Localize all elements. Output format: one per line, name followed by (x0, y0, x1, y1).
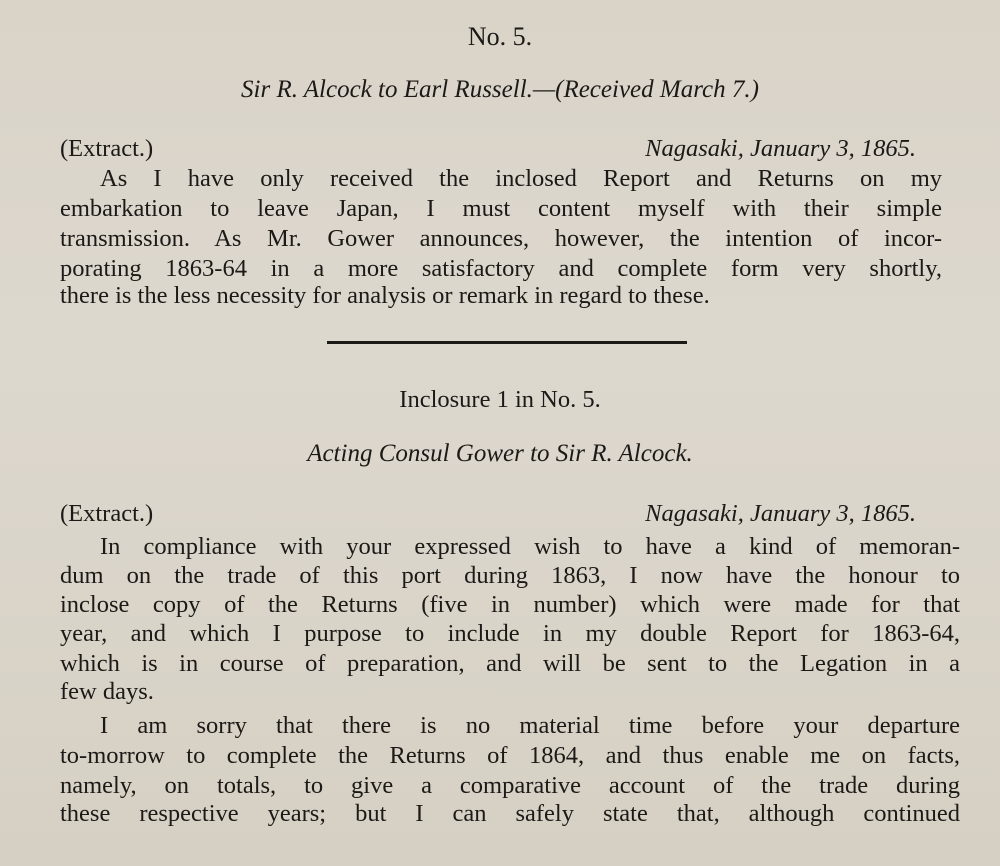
paragraph-line: As I have only received the inclosed Report and Returns on my (100, 165, 942, 192)
paragraph-line: embarkation to leave Japan, I must content myself with their simple (60, 195, 942, 222)
letter-heading: Sir R. Alcock to Earl Russell.—(Received March 7.) (241, 76, 759, 103)
letter-extract-row (60, 135, 960, 163)
paragraph-line: inclose copy of the Returns (five in number) which were made for that (60, 591, 960, 618)
inclosure-extract-row (60, 500, 960, 528)
paragraph-line: namely, on totals, to give a comparative account of the trade during (60, 772, 960, 799)
extract-label: (Extract.) (60, 135, 154, 162)
paragraph-line: porating 1863-64 in a more satisfactory and complete form very shortly, (60, 255, 942, 282)
paragraph-line: there is the less necessity for analysis or remark in regard to these. (60, 282, 710, 309)
paragraph-line: In compliance with your expressed wish to have a kind of memoran- (100, 533, 960, 560)
dateline: Nagasaki, January 3, 1865. (645, 500, 916, 527)
paragraph-line: to-morrow to complete the Returns of 1864, and thus enable me on facts, (60, 742, 960, 769)
inclosure-heading: Acting Consul Gower to Sir R. Alcock. (307, 440, 693, 467)
letter-number: No. 5. (467, 22, 533, 51)
paragraph-line: which is in course of preparation, and will be sent to the Legation in a (60, 650, 960, 677)
paragraph-line: I am sorry that there is no material time before your departure (100, 712, 960, 739)
paragraph-line: these respective years; but I can safely state that, although continued (60, 800, 960, 827)
paragraph-line: few days. (60, 678, 154, 705)
section-divider (327, 341, 687, 344)
paragraph-line: transmission. As Mr. Gower announces, however, the intention of incor- (60, 225, 942, 252)
paragraph-line: year, and which I purpose to include in my double Report for 1863-64, (60, 620, 960, 647)
inclosure-title: Inclosure 1 in No. 5. (399, 386, 601, 413)
dateline: Nagasaki, January 3, 1865. (645, 135, 916, 162)
extract-label: (Extract.) (60, 500, 154, 527)
paragraph-line: dum on the trade of this port during 1863, I now have the honour to (60, 562, 960, 589)
